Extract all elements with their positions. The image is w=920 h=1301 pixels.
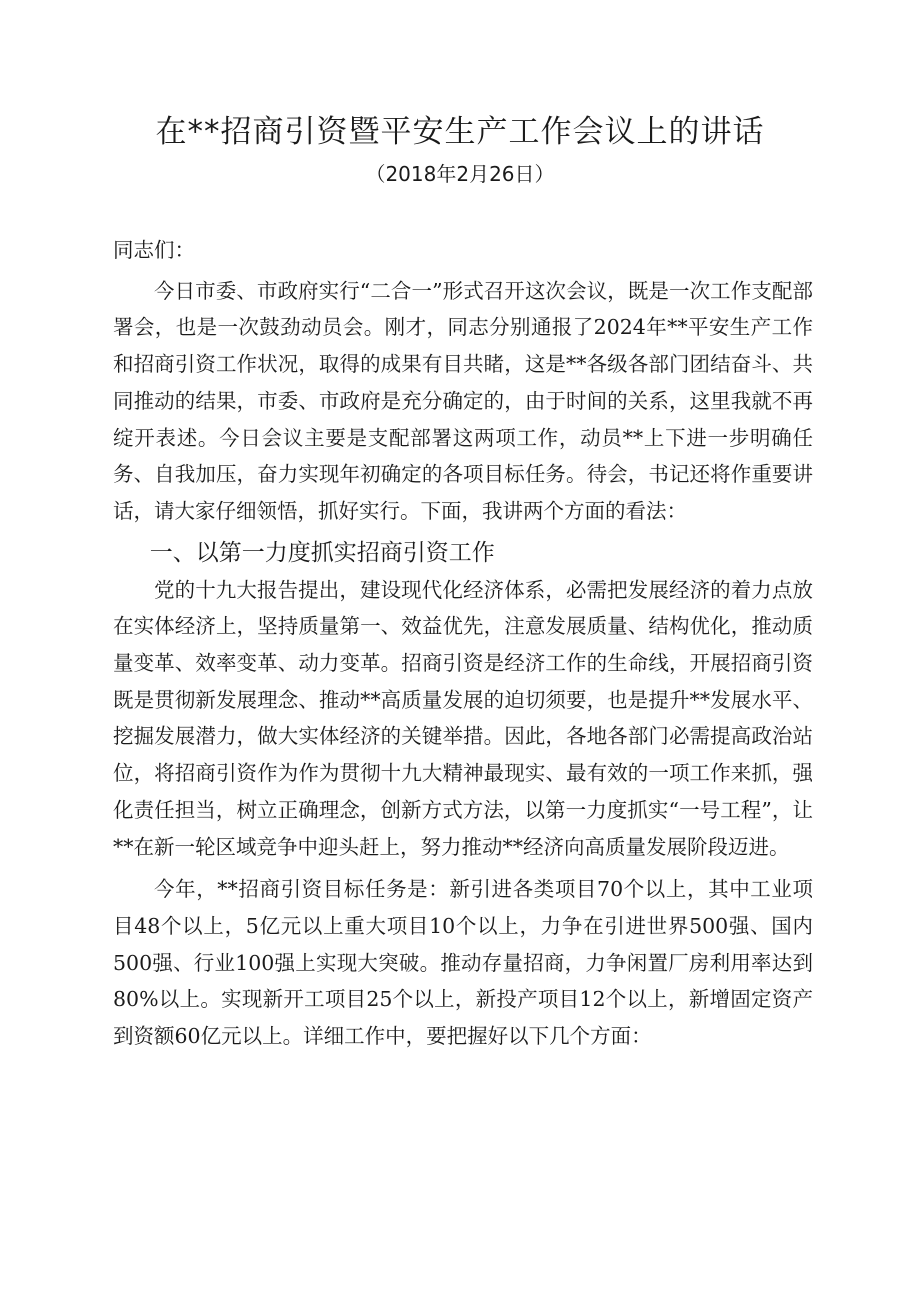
- paragraph-opening: 今日市委、市政府实行“二合一”形式召开这次会议，既是一次工作支配部署会，也是一次鼓劲动员会。刚才，同志分别通报了2024年**平安生产工作和招商引资工作状况，取得的成果有目共睹，这是**各级各部门团结奋斗、共同推动的结果，市委、市政府是充分确定的，由于时间的关系，这里我就不再绽开表述。今日会议主要是支配部署这两项工作，动员**上下进一步明确任务、自我加压，奋力实现年初确定的各项目标任务。待会，书记还将作重要讲话，请大家仔细领悟，抓好实行。下面，我讲两个方面的看法：: [113, 278, 813, 523]
- document-title: 在**招商引资暨平安生产工作会议上的讲话: [155, 114, 765, 150]
- section-heading: 一、以第一力度抓实招商引资工作: [149, 539, 495, 566]
- document-body: [113, 232, 813, 1055]
- document-date: （2018年2月26日）: [365, 162, 555, 186]
- salutation: 同志们：: [113, 238, 195, 262]
- paragraph-section-2: 今年，**招商引资目标任务是：新引进各类项目70个以上，其中工业项目48个以上，5亿元以上重大项目10个以上，力争在引进世界500强、国内500强、行业100强上实现大突破。推动存量招商，力争闲置厂房利用率达到80%以上。实现新开工项目25个以上，新投产项目12个以上，新增固定资产到资额60亿元以上。详细工作中，要把握好以下几个方面：: [113, 877, 813, 1049]
- paragraph-section-1: 党的十九大报告提出，建设现代化经济体系，必需把发展经济的着力点放在实体经济上，坚持质量第一、效益优先，注意发展质量、结构优化，推动质量变革、效率变革、动力变革。招商引资是经济工作的生命线，开展招商引资既是贯彻新发展理念、推动**高质量发展的迫切须要，也是提升**发展水平、挖掘发展潜力，做大实体经济的关键举措。因此，各地各部门必需提高政治站位，将招商引资作为作为贯彻十九大精神最现实、最有效的一项工作来抓，强化责任担当，树立正确理念，创新方式方法，以第一力度抓实“一号工程”，让**在新一轮区域竞争中迎头赶上，努力推动**经济向高质量发展阶段迈进。: [113, 577, 813, 859]
